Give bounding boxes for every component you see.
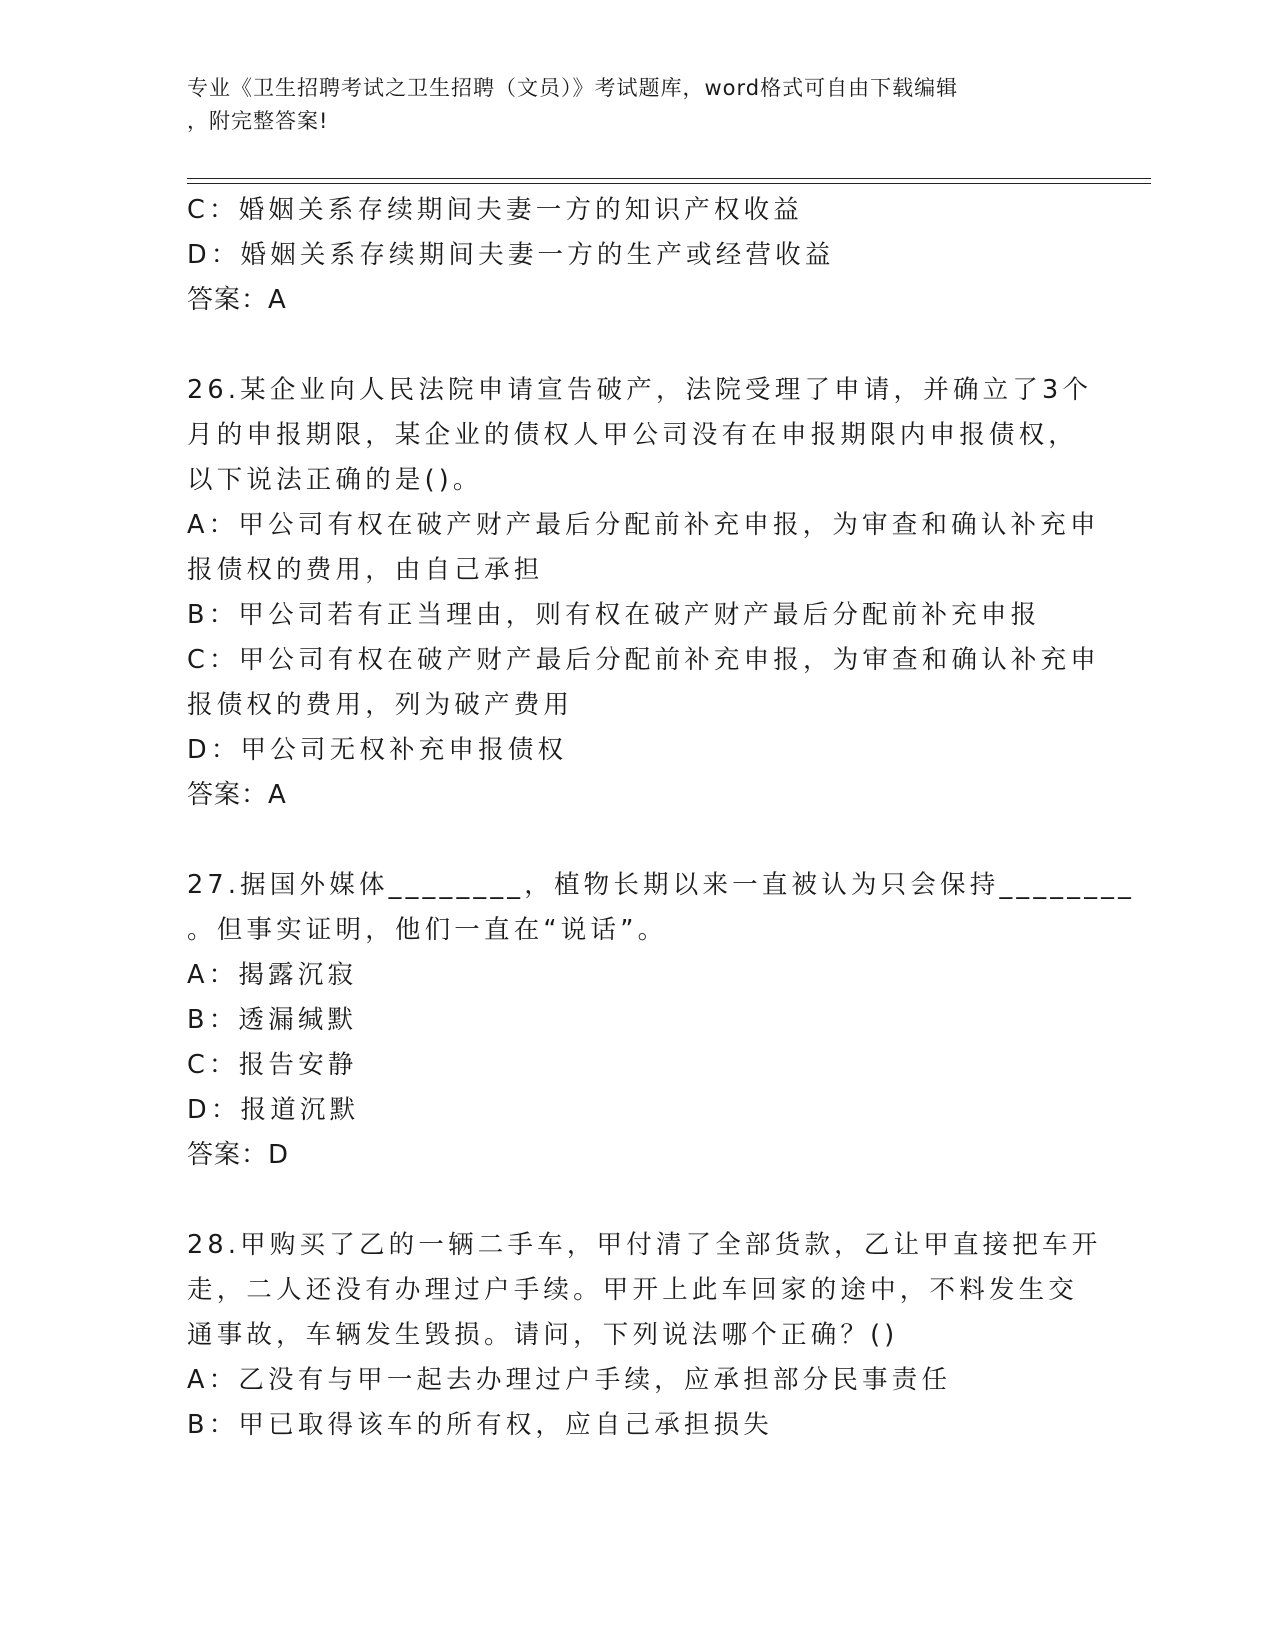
question-28: [187, 1223, 1102, 1448]
question-text: 28.甲购买了乙的一辆二手车，甲付清了全部货款，乙让甲直接把车开: [187, 1230, 1102, 1260]
answer: 答案：D: [187, 1140, 290, 1170]
answer: 答案：A: [187, 780, 287, 810]
option-a: A：乙没有与甲一起去办理过户手续，应承担部分民事责任: [187, 1365, 952, 1395]
question-text: 月的申报期限，某企业的债权人甲公司没有在申报期限内申报债权，: [187, 420, 1079, 450]
option-b: B：甲已取得该车的所有权，应自己承担损失: [187, 1410, 773, 1440]
option-a-cont: 报债权的费用，由自己承担: [187, 555, 544, 585]
option-d: D：报道沉默: [187, 1095, 360, 1125]
option-c: C：婚姻关系存续期间夫妻一方的知识产权收益: [187, 195, 804, 225]
header-line-1: 专业《卫生招聘考试之卫生招聘（文员）》考试题库，word格式可自由下载编辑: [187, 76, 959, 100]
question-text: 。但事实证明，他们一直在“说话”。: [187, 915, 668, 945]
option-c: C：甲公司有权在破产财产最后分配前补充申报，为审查和确认补充申: [187, 645, 1101, 675]
option-a: A：揭露沉寂: [187, 960, 358, 990]
question-text: 以下说法正确的是()。: [187, 465, 483, 495]
spacer: [187, 1178, 1087, 1223]
answer: 答案：A: [187, 285, 287, 315]
header-line-2: ，附完整答案!: [187, 109, 329, 133]
spacer: [187, 818, 1087, 863]
option-d: D：甲公司无权补充申报债权: [187, 735, 568, 765]
option-a: A：甲公司有权在破产财产最后分配前补充申报，为审查和确认补充申: [187, 510, 1100, 540]
option-c: C：报告安静: [187, 1050, 358, 1080]
question-text: 走，二人还没有办理过户手续。甲开上此车回家的途中，不料发生交: [187, 1275, 1079, 1305]
page-header: [187, 72, 1067, 138]
question-text: 27.据国外媒体________，植物长期以来一直被认为只会保持________: [187, 870, 1136, 900]
question-text: 26.某企业向人民法院申请宣告破产，法院受理了申请，并确立了3个: [187, 375, 1093, 405]
spacer: [187, 323, 1087, 368]
question-text: 通事故，车辆发生毁损。请问，下列说法哪个正确？(): [187, 1320, 899, 1350]
option-c-cont: 报债权的费用，列为破产费用: [187, 690, 574, 720]
option-d: D：婚姻关系存续期间夫妻一方的生产或经营收益: [187, 240, 835, 270]
option-b: B：甲公司若有正当理由，则有权在破产财产最后分配前补充申报: [187, 600, 1041, 630]
question-27: [187, 863, 1136, 1178]
header-rule: [187, 178, 1151, 184]
question-26: [187, 368, 1101, 818]
prev-question: [187, 188, 1087, 323]
option-b: B：透漏缄默: [187, 1005, 358, 1035]
question-content: [187, 188, 1136, 1448]
